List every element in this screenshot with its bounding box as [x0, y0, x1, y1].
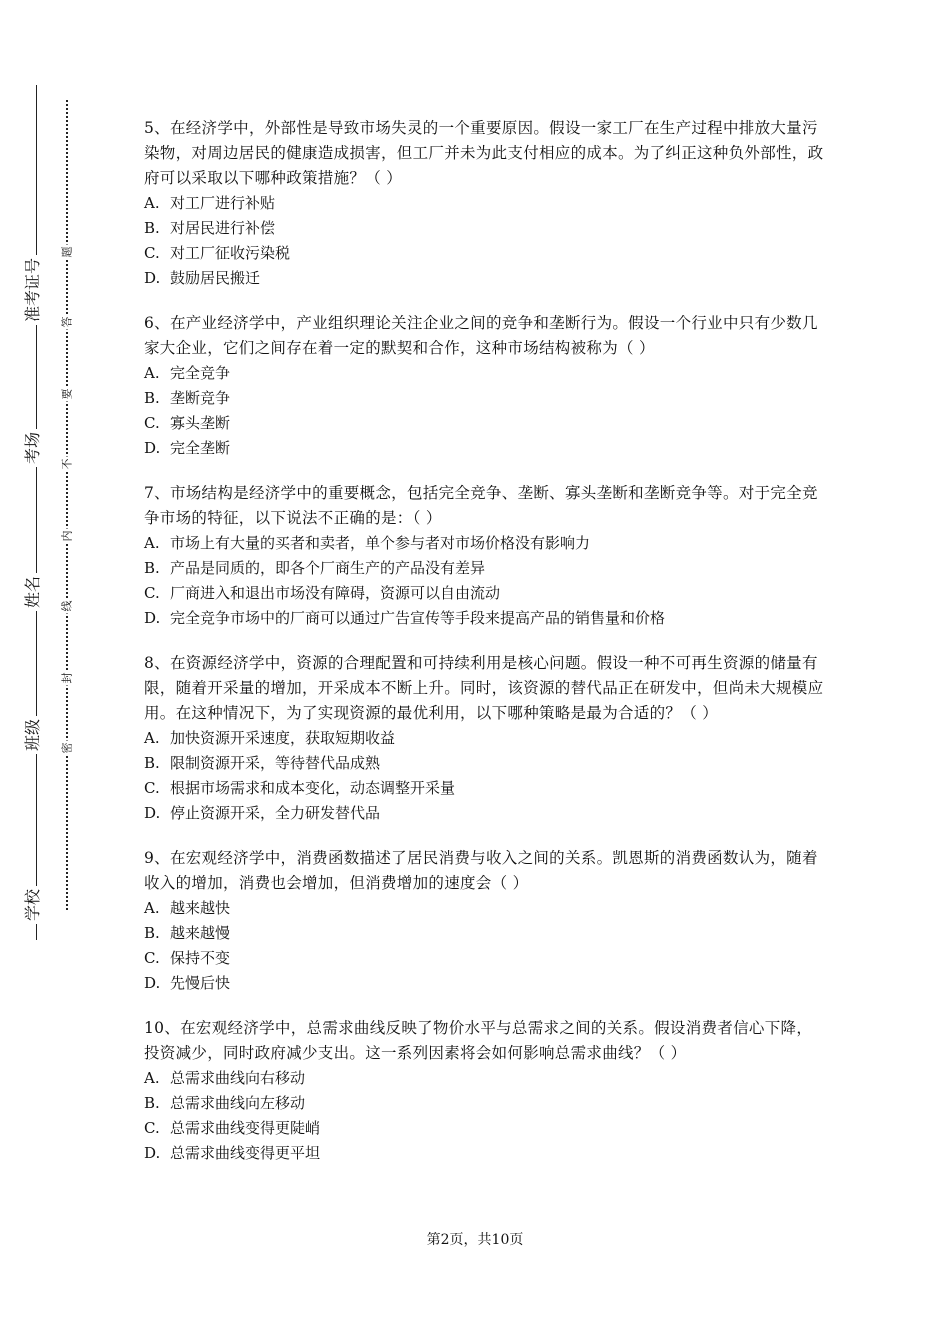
option-letter: A. — [144, 534, 160, 552]
option-text: 总需求曲线变得更陡峭 — [170, 1119, 321, 1137]
option-d[interactable] — [144, 1141, 824, 1166]
seal-char: 不 — [60, 458, 74, 470]
option-a[interactable] — [144, 191, 824, 216]
seal-dotted-line — [66, 100, 68, 910]
option-text: 总需求曲线向左移动 — [170, 1094, 306, 1112]
option-d[interactable] — [144, 266, 824, 291]
option-letter: C. — [144, 414, 160, 432]
question-10 — [144, 1016, 824, 1166]
option-text: 垄断竞争 — [170, 389, 231, 407]
option-a[interactable] — [144, 531, 824, 556]
option-text: 停止资源开采，全力研发替代品 — [170, 804, 381, 822]
option-letter: A. — [144, 364, 160, 382]
seal-char: 封 — [60, 672, 74, 684]
label-school: 学校 — [25, 886, 41, 924]
option-letter: A. — [144, 729, 160, 747]
option-text: 市场上有大量的买者和卖者，单个参与者对市场价格没有影响力 — [170, 534, 591, 552]
option-letter: C. — [144, 949, 160, 967]
option-letter: B. — [144, 559, 160, 577]
option-text: 总需求曲线变得更平坦 — [170, 1144, 321, 1162]
option-c[interactable] — [144, 1116, 824, 1141]
option-text: 根据市场需求和成本变化，动态调整开采量 — [170, 779, 456, 797]
option-d[interactable] — [144, 801, 824, 826]
option-text: 越来越慢 — [170, 924, 231, 942]
option-b[interactable] — [144, 1091, 824, 1116]
option-c[interactable] — [144, 946, 824, 971]
question-stem: 9、在宏观经济学中，消费函数描述了居民消费与收入之间的关系。凯恩斯的消费函数认为，随着收入的增加，消费也会增加，但消费增加的速度会（ ） — [144, 849, 818, 892]
option-letter: B. — [144, 1094, 160, 1112]
option-text: 限制资源开采，等待替代品成熟 — [170, 754, 381, 772]
option-text: 鼓励居民搬迁 — [170, 269, 261, 287]
option-text: 保持不变 — [170, 949, 231, 967]
question-stem: 10、在宏观经济学中，总需求曲线反映了物价水平与总需求之间的关系。假设消费者信心下降，投资减少，同时政府减少支出。这一系列因素将会如何影响总需求曲线？（ ） — [144, 1019, 813, 1062]
option-letter: C. — [144, 584, 160, 602]
question-5 — [144, 116, 824, 291]
option-letter: B. — [144, 754, 160, 772]
question-6 — [144, 311, 824, 461]
question-list — [144, 116, 824, 1186]
option-letter: D. — [144, 609, 161, 627]
option-d[interactable] — [144, 436, 824, 461]
option-text: 完全垄断 — [170, 439, 231, 457]
option-letter: D. — [144, 1144, 161, 1162]
seal-char: 题 — [60, 246, 74, 258]
option-c[interactable] — [144, 241, 824, 266]
option-d[interactable] — [144, 606, 824, 631]
option-a[interactable] — [144, 726, 824, 751]
option-letter: D. — [144, 804, 161, 822]
option-letter: C. — [144, 779, 160, 797]
option-letter: D. — [144, 269, 161, 287]
option-text: 加快资源开采速度，获取短期收益 — [170, 729, 396, 747]
option-c[interactable] — [144, 776, 824, 801]
option-text: 总需求曲线向右移动 — [170, 1069, 306, 1087]
question-8 — [144, 651, 824, 826]
option-letter: D. — [144, 439, 161, 457]
option-a[interactable] — [144, 1066, 824, 1091]
page-number: 第2页，共10页 — [426, 1232, 524, 1248]
option-letter: A. — [144, 194, 160, 212]
option-text: 完全竞争市场中的厂商可以通过广告宣传等手段来提高产品的销售量和价格 — [170, 609, 666, 627]
option-a[interactable] — [144, 361, 824, 386]
label-exam-room: 考场 — [25, 429, 41, 467]
label-name: 姓名 — [25, 573, 41, 611]
option-letter: B. — [144, 219, 160, 237]
option-b[interactable] — [144, 216, 824, 241]
option-text: 对工厂进行补贴 — [170, 194, 276, 212]
option-c[interactable] — [144, 581, 824, 606]
option-letter: D. — [144, 974, 161, 992]
seal-char: 要 — [60, 388, 74, 400]
seal-char: 答 — [60, 316, 74, 328]
option-letter: C. — [144, 1119, 160, 1137]
seal-char: 内 — [60, 530, 74, 542]
question-stem: 8、在资源经济学中，资源的合理配置和可持续利用是核心问题。假设一种不可再生资源的储量有限，随着开采量的增加，开采成本不断上升。同时，该资源的替代品正在研发中，但尚未大规模应用。在这种情况下，为了实现资源的最优利用，以下哪种策略是最为合适的？（ ） — [144, 654, 824, 722]
question-9 — [144, 846, 824, 996]
option-text: 对工厂征收污染税 — [170, 244, 291, 262]
question-stem: 7、市场结构是经济学中的重要概念，包括完全竞争、垄断、寡头垄断和垄断竞争等。对于完全竞争市场的特征，以下说法不正确的是：（ ） — [144, 484, 818, 527]
option-letter: A. — [144, 1069, 160, 1087]
binding-margin — [0, 0, 110, 1344]
question-stem: 6、在产业经济学中，产业组织理论关注企业之间的竞争和垄断行为。假设一个行业中只有少数几家大企业，它们之间存在着一定的默契和合作，这种市场结构被称为（ ） — [144, 314, 818, 357]
label-class: 班级 — [25, 716, 41, 754]
option-letter: A. — [144, 899, 160, 917]
question-stem: 5、在经济学中，外部性是导致市场失灵的一个重要原因。假设一家工厂在生产过程中排放大量污染物，对周边居民的健康造成损害，但工厂并未为此支付相应的成本。为了纠正这种负外部性，政府可以采取以下哪种政策措施？（ ） — [144, 119, 824, 187]
option-b[interactable] — [144, 556, 824, 581]
option-text: 先慢后快 — [170, 974, 231, 992]
option-letter: C. — [144, 244, 160, 262]
option-letter: B. — [144, 389, 160, 407]
option-b[interactable] — [144, 921, 824, 946]
option-text: 产品是同质的，即各个厂商生产的产品没有差异 — [170, 559, 486, 577]
binding-solid-line — [36, 85, 37, 940]
option-d[interactable] — [144, 971, 824, 996]
label-exam-number: 准考证号 — [25, 255, 41, 325]
option-a[interactable] — [144, 896, 824, 921]
option-b[interactable] — [144, 386, 824, 411]
option-text: 寡头垄断 — [170, 414, 231, 432]
seal-char: 线 — [60, 600, 74, 612]
question-7 — [144, 481, 824, 631]
option-text: 完全竞争 — [170, 364, 231, 382]
option-text: 对居民进行补偿 — [170, 219, 276, 237]
option-letter: B. — [144, 924, 160, 942]
option-text: 越来越快 — [170, 899, 231, 917]
option-c[interactable] — [144, 411, 824, 436]
option-b[interactable] — [144, 751, 824, 776]
seal-char: 密 — [60, 742, 74, 754]
option-text: 厂商进入和退出市场没有障碍，资源可以自由流动 — [170, 584, 501, 602]
